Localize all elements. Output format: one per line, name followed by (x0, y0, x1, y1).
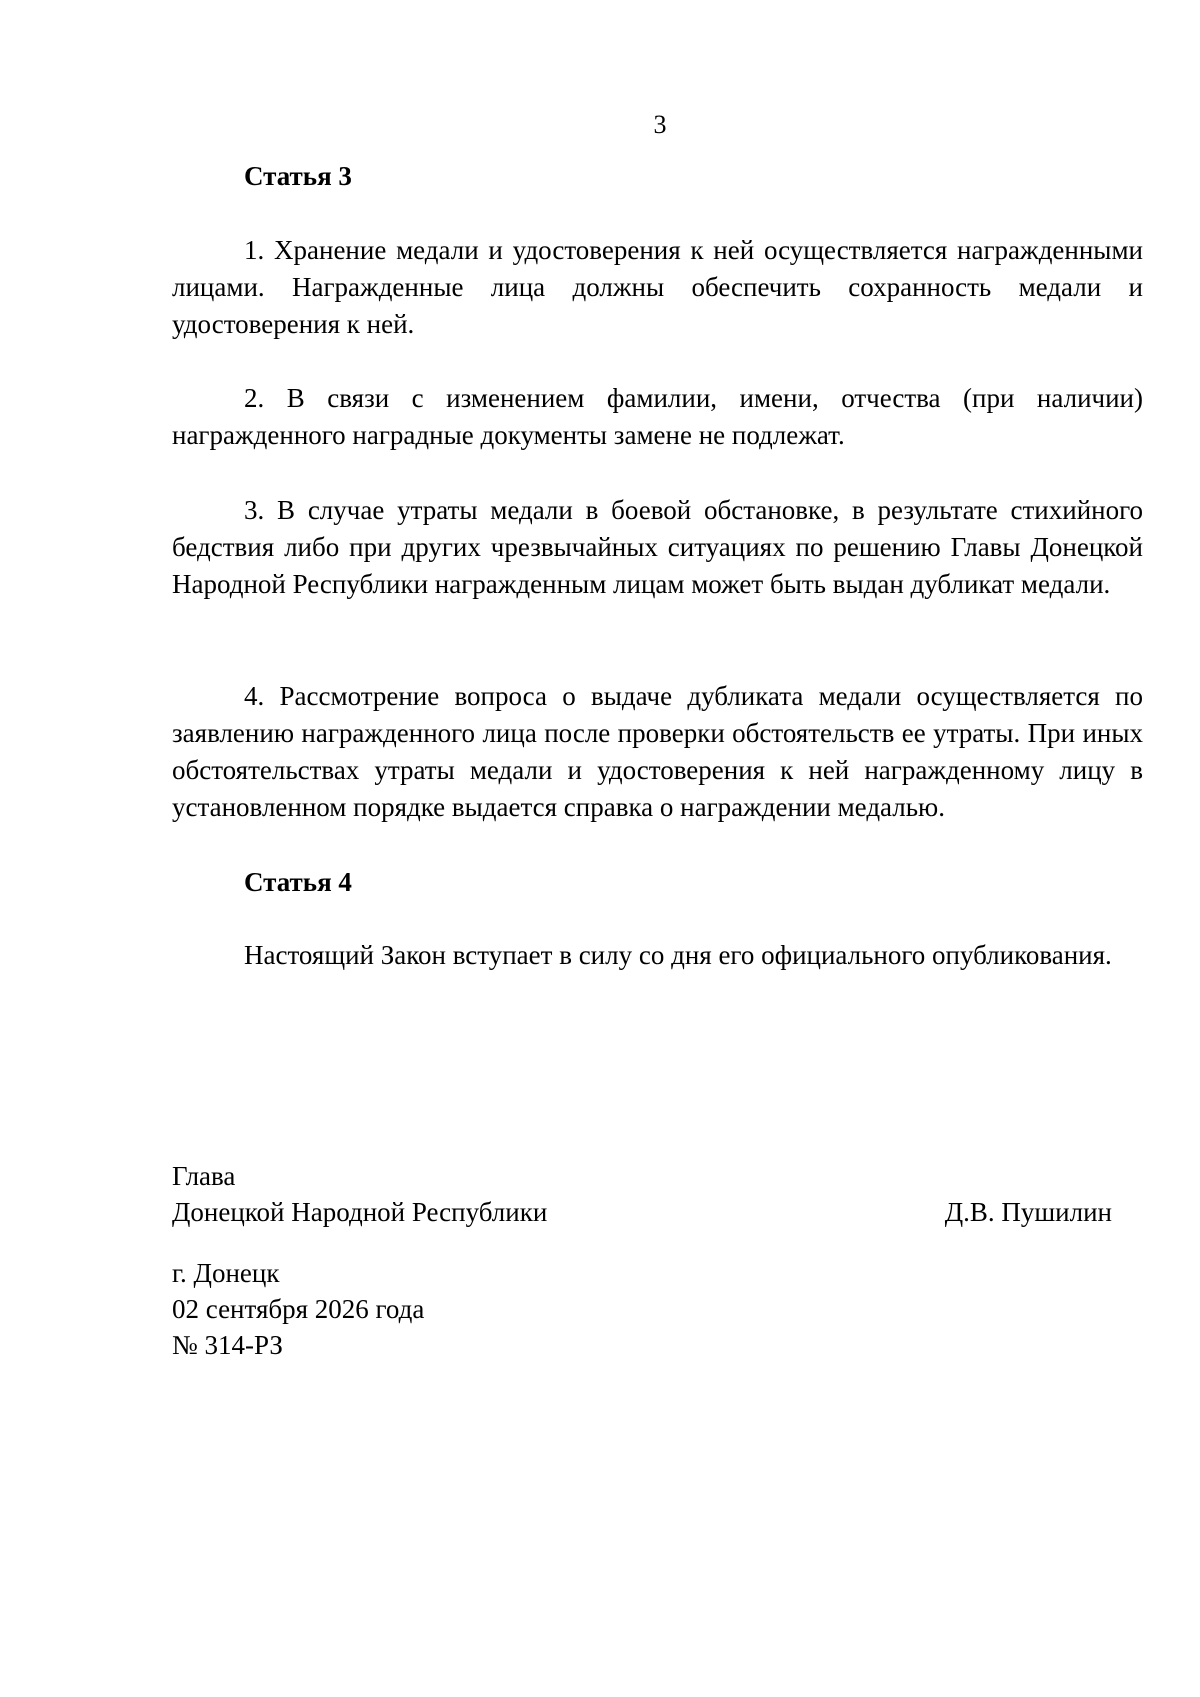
law-number: № 314-РЗ (172, 1330, 283, 1360)
article-4-paragraph: Настоящий Закон вступает в силу со дня его официального опубликования. (244, 940, 1112, 970)
article-4-heading: Статья 4 (244, 867, 352, 897)
signer-name: Д.В. Пушилин (944, 1197, 1112, 1227)
page-number: 3 (653, 110, 667, 139)
signing-date: 02 сентября 2026 года (172, 1294, 425, 1324)
article-3-heading: Статья 3 (244, 161, 352, 191)
article-3-paragraph-1: 1. Хранение медали и удостоверения к ней осуществляется награжденными лицами. Награжденные лица должны обеспечить сохранность медали и удостоверения к ней. (172, 235, 1143, 339)
signer-title-line-1: Глава (172, 1161, 236, 1191)
article-3-paragraph-2: 2. В связи с изменением фамилии, имени, отчества (при наличии) награжденного наградные документы замене не подлежат. (172, 383, 1143, 450)
signing-city: г. Донецк (172, 1258, 280, 1288)
article-3-paragraph-4: 4. Рассмотрение вопроса о выдаче дубликата медали осуществляется по заявлению награжденного лица после проверки обстоятельств ее утраты. При иных обстоятельствах утраты медали и удостоверения к ней награжденному лицу в установленном порядке выдается справка о награждении медалью. (172, 681, 1143, 822)
article-3-paragraph-3: 3. В случае утраты медали в боевой обстановке, в результате стихийного бедствия либо при других чрезвычайных ситуациях по решению Главы Донецкой Народной Республики награжденным лицам может быть выдан дубликат медали. (172, 495, 1143, 599)
signer-title-line-2: Донецкой Народной Республики (172, 1197, 548, 1227)
